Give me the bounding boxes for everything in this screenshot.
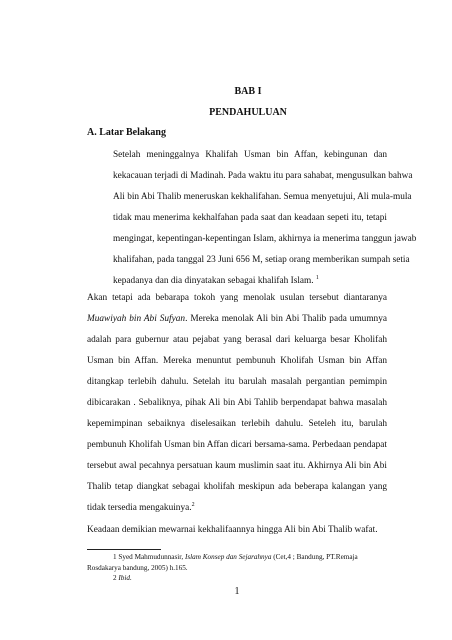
paragraph-line: Akan tetapi ada bebarapa tokoh yang menolak usulan tersebut diantaranya — [87, 293, 387, 303]
footnote-separator — [87, 549, 161, 550]
paragraph-line: adalah para gubernur atau pejabat yang berasal dari keluarga besar Kholifah — [87, 335, 387, 345]
page-number: 1 — [234, 586, 240, 597]
paragraph-line: ditangkap terlebih dahulu. Setelah itu barulah masalah pergantian pemimpin — [87, 377, 387, 387]
footnote-title: Islam Konsep dan Sejarahnya — [184, 553, 272, 561]
paragraph-line: pembunuh Kholifah Usman bin Affan dicari bersama-sama. Perbedaan pendapat — [87, 440, 387, 450]
paragraph-line: tidak mau menerima kekhalfahan pada saat dan keadaan sepeti itu, tetapi — [113, 213, 387, 223]
paragraph-line-text: kepadanya dan dia dinyatakan sebagai khalifah Islam. — [113, 276, 314, 286]
footnote-2 — [87, 573, 387, 584]
paragraph-line: Thalib tetap diangkat sebagai kholifah meskipun ada beberapa kalangan yang — [87, 482, 387, 492]
paragraph-line: kepemimpinan sebaiknya diselesaikan terlebih dahulu. Seteleh itu, barulah — [87, 419, 387, 429]
paragraph-line-last — [87, 498, 387, 519]
paragraph-line: Ali bin Abi Thalib meneruskan kekhalifahan. Semua menyetujui, Ali mula-mula — [113, 192, 412, 202]
section-heading: A. Latar Belakang — [87, 127, 166, 138]
paragraph-line: Keadaan demikian mewarnai kekhalifaannya hingga Ali bin Abi Thalib wafat. — [87, 525, 378, 535]
paragraph-line: Setelah meninggalnya Khalifah Usman bin Affan, kebingunan dan — [113, 150, 387, 160]
paragraph-line — [87, 309, 387, 330]
chapter-label: BAB I — [234, 86, 262, 97]
footnote-1 — [87, 552, 387, 574]
italic-name: Muawiyah bin Abi Sufyan — [87, 314, 186, 324]
chapter-title: PENDAHULUAN — [209, 107, 287, 118]
footnote-text: (Cet,4 ; Bandung, PT.Remaja Rosdakarya bandung, 2005) h.165. — [87, 553, 358, 572]
paragraph-line: dibicarakan . Sebaliknya, pihak Ali bin Abi Tahlib berpendapat bahwa masalah — [87, 398, 387, 408]
paragraph-line: khalifahan, pada tanggal 23 Juni 656 M, setiap orang memberikan sumpah setia — [113, 255, 410, 265]
footnote-mark[interactable]: 1 — [315, 274, 319, 281]
paragraph-1 — [87, 145, 417, 292]
paragraph-line: kekacauan terjadi di Madinah. Pada waktu itu para sahabat, mengusulkan bahwa — [113, 171, 413, 181]
footnote-text: 1 Syed Mahmudunnasir, — [113, 553, 185, 561]
paragraph-line: tersebut awal pecahnya persatuan kaum muslimin saat itu. Akhirnya Ali bin Abi — [87, 461, 387, 471]
footnote-mark[interactable]: 2 — [191, 501, 195, 508]
paragraph-3 — [87, 520, 387, 541]
footnote-ibid: Ibid. — [118, 574, 132, 582]
paragraph-2 — [87, 288, 387, 519]
paragraph-line-text: tidak tersedia mengakuinya. — [87, 503, 192, 513]
footnote-text: 2 — [113, 574, 119, 582]
paragraph-line-text: . Mereka menolak Ali bin Abi Thalib pada umumnya — [185, 314, 387, 324]
paragraph-line: Usman bin Affan. Mereka menuntut pembunuh Kholifah Usman bin Affan — [87, 356, 387, 366]
paragraph-line: mengingat, kepentingan-kepentingan Islam, akhirnya ia menerima tanggun jawab — [113, 234, 417, 244]
